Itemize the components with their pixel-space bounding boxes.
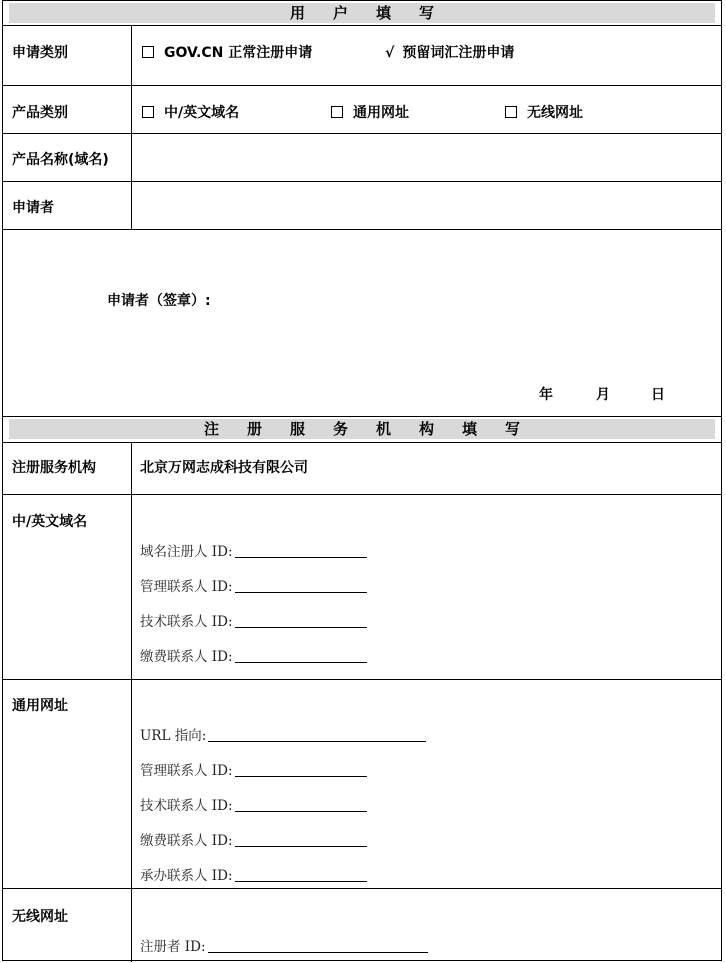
wireless-label: 无线网址: [12, 909, 68, 925]
applicant-label: 申请者: [12, 200, 54, 216]
date-month: 月: [596, 387, 610, 403]
header-char: 填: [376, 4, 392, 22]
header-char: 用: [289, 4, 305, 22]
input-underline[interactable]: [235, 614, 367, 628]
keyword-label: 通用网址: [12, 698, 68, 714]
header-char: 册: [246, 420, 262, 438]
input-underline[interactable]: [235, 763, 367, 777]
checkmark-icon[interactable]: √: [385, 45, 395, 61]
keyword-handler-contact-id-field[interactable]: 承办联系人 ID:: [140, 864, 367, 884]
option-keyword[interactable]: 通用网址: [331, 102, 409, 122]
keyword-url-field[interactable]: URL 指向:: [140, 724, 426, 744]
date-year: 年: [539, 387, 553, 403]
header-char: 构: [419, 420, 435, 438]
signature-label: 申请者（签章）:: [107, 293, 211, 309]
column-divider: [131, 25, 132, 229]
product-type-label: 产品类别: [12, 105, 68, 121]
header-char: 务: [332, 420, 348, 438]
keyword-admin-contact-id-field[interactable]: 管理联系人 ID:: [140, 759, 367, 779]
header-char: 写: [505, 420, 521, 438]
user-section-header: [9, 3, 715, 23]
domain-label: 中/英文域名: [12, 514, 88, 530]
domain-registrant-id-field[interactable]: 域名注册人 ID:: [140, 540, 367, 560]
option-domain[interactable]: 中/英文域名: [142, 102, 239, 122]
checkbox-unchecked-icon[interactable]: [331, 106, 343, 118]
date-day: 日: [651, 387, 665, 403]
row-divider: [3, 25, 721, 26]
row-divider: [3, 888, 721, 889]
row-divider: [3, 442, 721, 443]
product-name-field[interactable]: [140, 149, 710, 169]
application-type-label: 申请类别: [12, 45, 68, 61]
input-underline[interactable]: [235, 798, 367, 812]
header-char: 机: [376, 420, 392, 438]
row-divider: [3, 416, 721, 417]
input-underline[interactable]: [235, 649, 367, 663]
keyword-billing-contact-id-field[interactable]: 缴费联系人 ID:: [140, 829, 367, 849]
input-underline[interactable]: [235, 868, 367, 882]
option-gov-cn[interactable]: GOV.CN 正常注册申请: [142, 42, 312, 62]
row-divider: [3, 85, 721, 86]
header-char: 填: [462, 420, 478, 438]
input-underline[interactable]: [208, 939, 428, 953]
row-divider: [3, 181, 721, 182]
row-divider: [3, 133, 721, 134]
registrar-label: 注册服务机构: [12, 460, 96, 476]
input-underline[interactable]: [235, 579, 367, 593]
option-wireless[interactable]: 无线网址: [505, 102, 583, 122]
keyword-tech-contact-id-field[interactable]: 技术联系人 ID:: [140, 794, 367, 814]
header-char: 服: [289, 420, 305, 438]
row-divider: [3, 679, 721, 680]
header-char: 写: [419, 4, 435, 22]
input-underline[interactable]: [208, 728, 426, 742]
header-char: 户: [332, 4, 348, 22]
checkbox-unchecked-icon[interactable]: [505, 106, 517, 118]
row-divider: [3, 229, 721, 230]
row-divider: [3, 494, 721, 495]
input-underline[interactable]: [235, 544, 367, 558]
domain-billing-contact-id-field[interactable]: 缴费联系人 ID:: [140, 645, 367, 665]
registration-form: [2, 0, 722, 961]
option-reserved-word[interactable]: √ 预留词汇注册申请: [385, 45, 515, 61]
registrar-value: 北京万网志成科技有限公司: [140, 460, 308, 476]
registrar-section-header: [9, 419, 715, 439]
checkbox-unchecked-icon[interactable]: [142, 46, 154, 58]
header-char: 注: [203, 420, 219, 438]
domain-tech-contact-id-field[interactable]: 技术联系人 ID:: [140, 610, 367, 630]
domain-admin-contact-id-field[interactable]: 管理联系人 ID:: [140, 575, 367, 595]
column-divider: [131, 442, 132, 962]
applicant-field[interactable]: [140, 197, 710, 217]
checkbox-unchecked-icon[interactable]: [142, 106, 154, 118]
product-name-label: 产品名称(域名): [12, 152, 109, 168]
input-underline[interactable]: [235, 833, 367, 847]
wireless-registrant-id-field[interactable]: 注册者 ID:: [140, 935, 428, 955]
